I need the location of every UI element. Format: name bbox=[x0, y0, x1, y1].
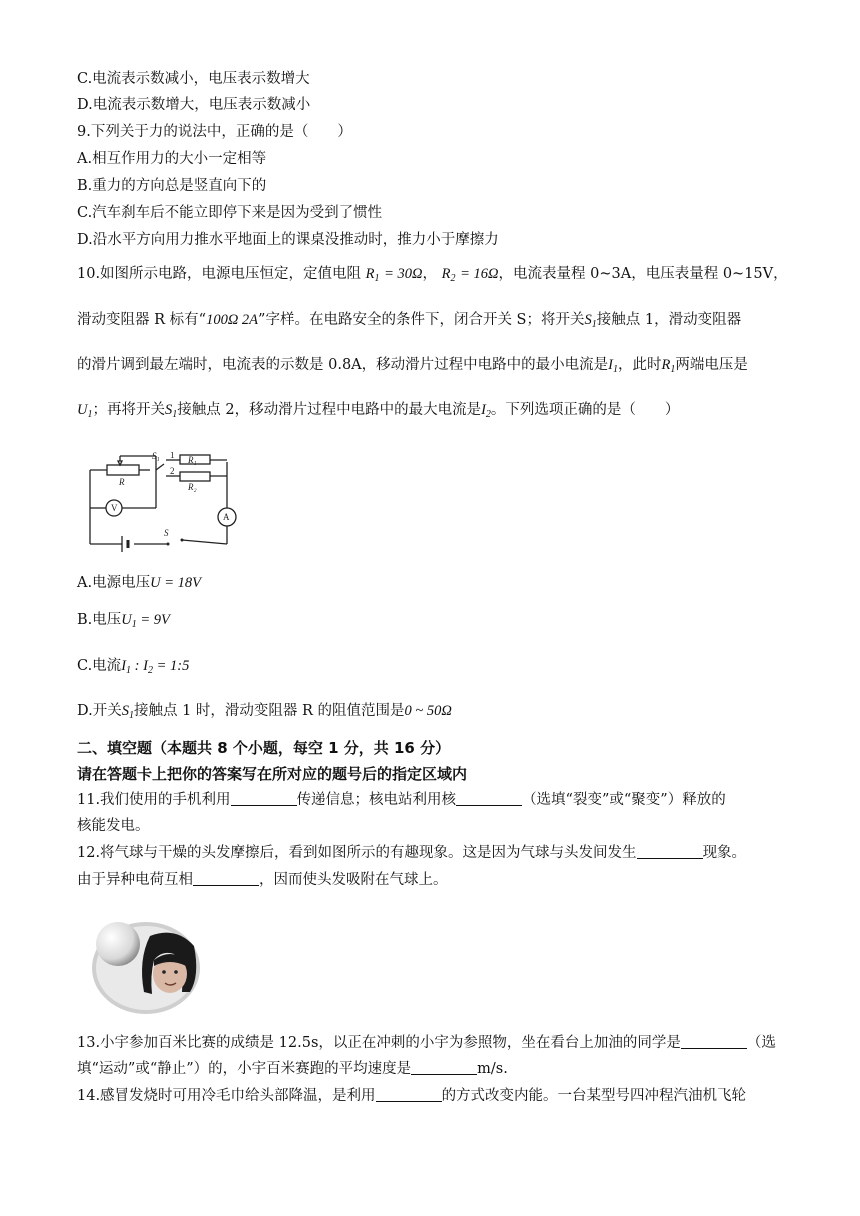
q13-text: m/s. bbox=[477, 1061, 508, 1077]
answer-blank[interactable] bbox=[231, 791, 297, 806]
q11-line-2: 核能发电。 bbox=[77, 818, 150, 834]
q10-line-2: 滑动变阻器 R 标有“100Ω 2A”字样。在电路安全的条件下，闭合开关 S；将开关$S_1$接触点 1，滑动变阻器 bbox=[77, 312, 742, 330]
q10-text: 接触点 1，滑动变阻器 bbox=[596, 312, 742, 328]
answer-blank[interactable] bbox=[456, 791, 522, 806]
option-a-label: A.电源电压 bbox=[77, 575, 151, 591]
q9-stem: 9.下列关于力的说法中，正确的是（ ） bbox=[77, 124, 352, 140]
q12-text: 由于异种电荷互相 bbox=[77, 872, 193, 888]
answer-blank[interactable] bbox=[411, 1060, 477, 1075]
label-r1: R₁ bbox=[188, 455, 197, 465]
q8-option-d: D.电流表示数增大，电压表示数减小 bbox=[77, 97, 311, 113]
q10-option-b: B.电压$U_1 = 9V$ bbox=[77, 612, 170, 630]
q13-text: （选 bbox=[746, 1035, 776, 1051]
q12-line-2 bbox=[77, 870, 448, 890]
q14-text: 的方式改变内能。一台某型号四冲程汽油机飞轮 bbox=[441, 1088, 747, 1104]
circuit-diagram bbox=[82, 452, 242, 552]
option-d-text: 接触点 1 时，滑动变阻器 R 的阻值范围是 bbox=[133, 703, 405, 719]
option-a-math: = 18V bbox=[164, 575, 201, 591]
balloon-hair-illustration bbox=[90, 916, 205, 1016]
section-title: 二、填空题（本题共 8 个小题，每空 1 分，共 16 分） bbox=[77, 739, 451, 757]
q13-text: 13.小宇参加百米比赛的成绩是 12.5s，以正在冲刺的小宇为参照物，坐在看台上加油的同学是 bbox=[77, 1035, 681, 1051]
q10-text: 接触点 2，移动滑片过程中电路中的最大电流是 bbox=[177, 402, 482, 418]
answer-blank[interactable] bbox=[193, 871, 259, 886]
option-d-math: 0 ~ 50Ω bbox=[404, 703, 452, 719]
answer-blank[interactable] bbox=[637, 844, 703, 859]
q12-text: 12.将气球与干燥的头发摩擦后，看到如图所示的有趣现象。这是因为气球与头发间发生 bbox=[77, 845, 637, 861]
option-b-math: = 9V bbox=[140, 612, 170, 628]
label-v: V bbox=[111, 503, 118, 513]
r1-value: = 30Ω bbox=[384, 266, 423, 282]
answer-blank[interactable] bbox=[681, 1034, 747, 1049]
label-s1: S₁ bbox=[152, 452, 160, 461]
q10-option-c: C.电流$I_1$ : $I_2$ = 1:5 bbox=[77, 658, 190, 676]
q10-text: ；再将开关 bbox=[92, 402, 165, 418]
q10-text: 。下列选项正确的是（ ） bbox=[490, 402, 680, 418]
q10-option-a: A.电源电压U = 18V bbox=[77, 575, 201, 591]
q10-line-1: 10.如图所示电路，电源电压恒定，定值电阻 $R_1 = 30\Omega$， $R_2 = 16\Omega$，电流表量程 0~3A，电压表量程 0~15V， bbox=[77, 266, 788, 284]
option-d-label: D.开关 bbox=[77, 703, 122, 719]
q10-text: 的滑片调到最左端时，电流表的示数是 0.8A，移动滑片过程中电路中的最小电流是 bbox=[77, 357, 609, 373]
q10-text: ”字样。在电路安全的条件下，闭合开关 S；将开关 bbox=[258, 312, 585, 328]
q11-text: 传递信息；核电站利用核 bbox=[296, 792, 457, 808]
section-instruction: 请在答题卡上把你的答案写在所对应的题号后的指定区域内 bbox=[77, 765, 468, 783]
q11-line-1 bbox=[77, 790, 726, 810]
q10-line-3: 的滑片调到最左端时，电流表的示数是 0.8A，移动滑片过程中电路中的最小电流是$I_1$，此时$R_1$两端电压是 bbox=[77, 357, 748, 375]
q9-option-d: D.沿水平方向用力推水平地面上的课桌没推动时，推力小于摩擦力 bbox=[77, 232, 499, 248]
option-b-label: B.电压 bbox=[77, 612, 122, 628]
q10-text: 滑动变阻器 R 标有“ bbox=[77, 312, 207, 328]
option-c-label: C.电流 bbox=[77, 658, 122, 674]
label-contact-1: 1 bbox=[170, 452, 175, 460]
q12-line-1 bbox=[77, 843, 746, 863]
q13-line-1 bbox=[77, 1033, 776, 1053]
q12-text: 现象。 bbox=[702, 845, 747, 861]
q10-option-d: D.开关$S_1$接触点 1 时，滑动变阻器 R 的阻值范围是0 ~ 50Ω bbox=[77, 703, 452, 721]
q14-line-1 bbox=[77, 1086, 746, 1106]
q13-line-2 bbox=[77, 1059, 508, 1079]
q10-text: 10.如图所示电路，电源电压恒定，定值电阻 bbox=[77, 266, 362, 282]
option-c-math: = 1:5 bbox=[156, 658, 190, 674]
answer-blank[interactable] bbox=[376, 1087, 442, 1102]
q12-text: ，因而使头发吸附在气球上。 bbox=[259, 872, 448, 888]
q9-option-a: A.相互作用力的大小一定相等 bbox=[77, 151, 267, 167]
q10-line-4: $U_1$；再将开关$S_1$接触点 2，移动滑片过程中电路中的最大电流是$I_2$。下列选项正确的是（ ） bbox=[77, 402, 680, 420]
q13-text: 填“运动”或“静止”）的，小宇百米赛跑的平均速度是 bbox=[77, 1061, 412, 1077]
r2-value: = 16Ω bbox=[460, 266, 499, 282]
q10-text: 两端电压是 bbox=[675, 357, 748, 373]
q9-option-b: B.重力的方向总是竖直向下的 bbox=[77, 178, 267, 194]
label-r: R bbox=[119, 477, 125, 487]
q14-text: 14.感冒发烧时可用冷毛巾给头部降温，是利用 bbox=[77, 1088, 376, 1104]
label-s: S bbox=[164, 528, 169, 538]
rheostat-rating: 100Ω 2A bbox=[206, 312, 259, 328]
q10-text: ，电流表量程 0~3A，电压表量程 0~15V， bbox=[498, 266, 788, 282]
q8-option-c: C.电流表示数减小，电压表示数增大 bbox=[77, 71, 310, 87]
q11-text: 11.我们使用的手机利用 bbox=[77, 792, 231, 808]
q11-text: （选填“裂变”或“聚变”）释放的 bbox=[522, 792, 726, 808]
q10-text: ，此时 bbox=[617, 357, 662, 373]
q9-option-c: C.汽车刹车后不能立即停下来是因为受到了惯性 bbox=[77, 205, 383, 221]
label-r2: R₂ bbox=[188, 482, 197, 492]
label-a: A bbox=[223, 512, 230, 522]
label-contact-2: 2 bbox=[170, 466, 175, 476]
